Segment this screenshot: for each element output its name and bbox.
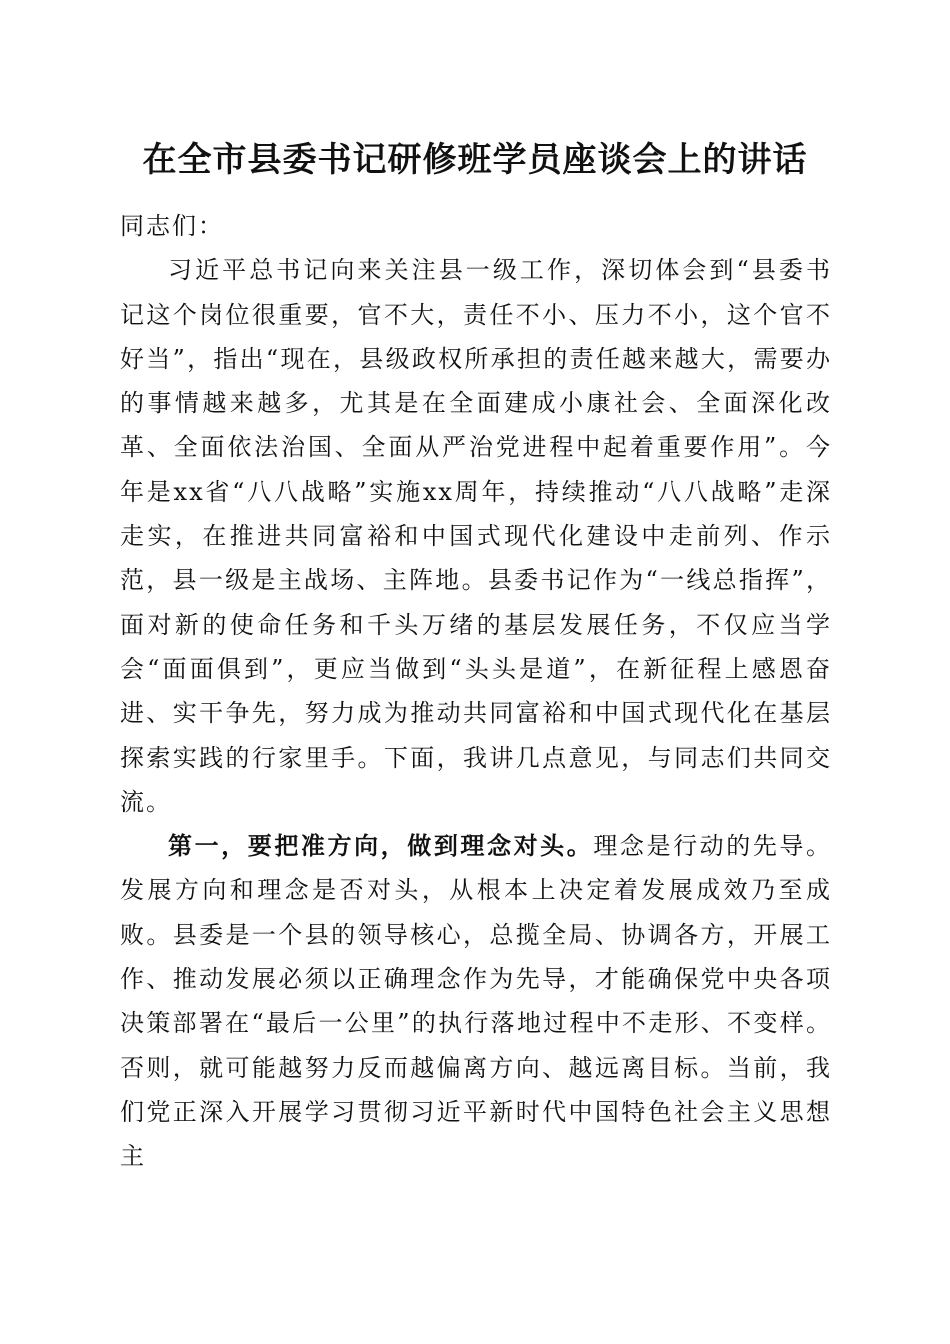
paragraph-body: 理念是行动的先导。发展方向和理念是否对头，从根本上决定着发展成效乃至成败。县委是一个县的领导核心，总揽全局、协调各方，开展工作、推动发展必须以正确理念作为先导，才能确保党中央各项决策部署在“最后一公里”的执行落地过程中不走形、不变样。否则，就可能越努力反而越偏离方向、越远离目标。当前，我们党正深入开展学习贯彻习近平新时代中国特色社会主义思想主 [120, 832, 833, 1171]
document-title: 在全市县委书记研修班学员座谈会上的讲话 [142, 140, 808, 180]
paragraph-first-point [120, 824, 832, 1178]
document-body [120, 204, 832, 1179]
paragraph-heading: 第一，要把准方向，做到理念对头。 [168, 831, 594, 861]
paragraph-intro: 习近平总书记向来关注县一级工作，深切体会到“县委书记这个岗位很重要，官不大，责任不小、压力不小，这个官不好当”，指出“现在，县级政权所承担的责任越来越大，需要办的事情越来越多，尤其是在全面建成小康社会、全面深化改革、全面依法治国、全面从严治党进程中起着重要作用”。今年是xx省“八八战略”实施xx周年，持续推动“八八战略”走深走实，在推进共同富裕和中国式现代化建设中走前列、作示范，县一级是主战场、主阵地。县委书记作为“一线总指挥”，面对新的使命任务和千头万绪的基层发展任务，不仅应当学会“面面俱到”，更应当做到“头头是道”，在新征程上感恩奋进、实干争先，努力成为推动共同富裕和中国式现代化在基层探索实践的行家里手。下面，我讲几点意见，与同志们共同交流。 [120, 256, 832, 816]
salutation: 同志们： [120, 212, 224, 240]
